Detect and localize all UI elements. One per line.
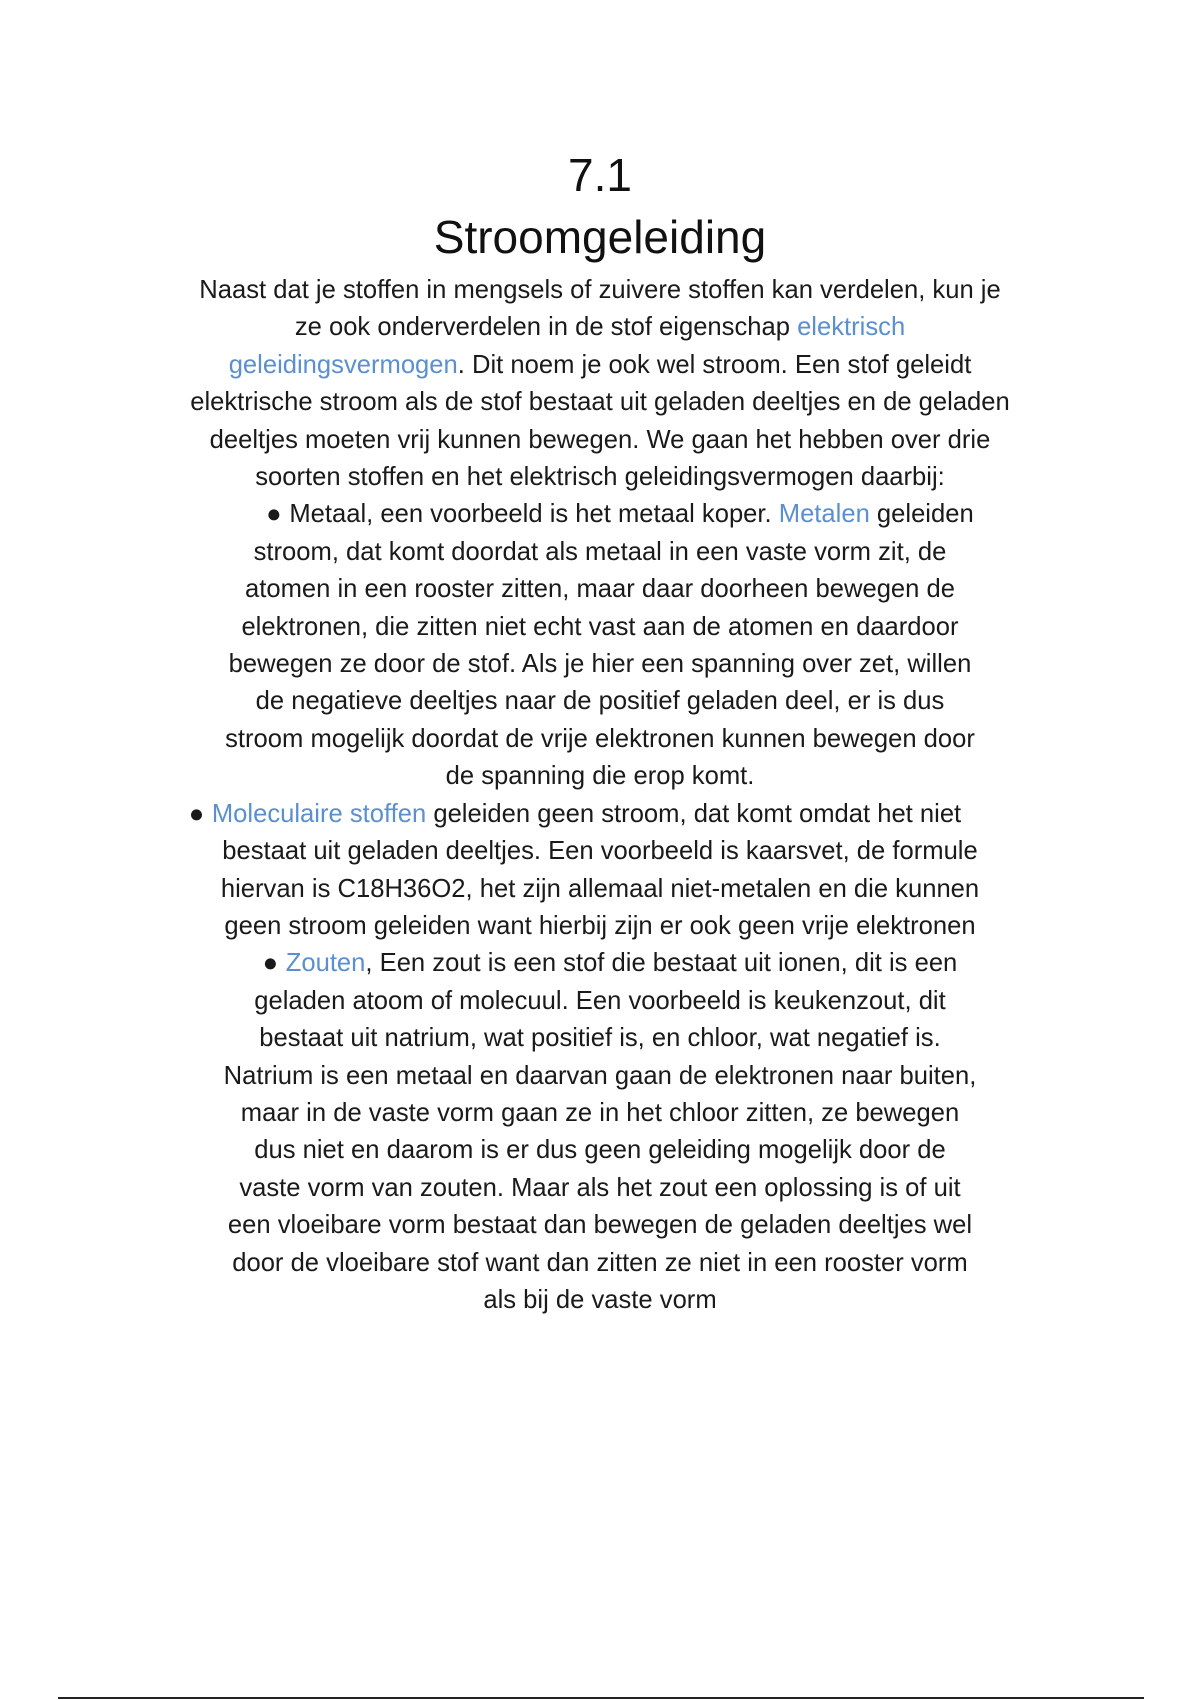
bullet-line: dus niet en daarom is er dus geen geleiding mogelijk door de xyxy=(254,1136,946,1165)
bullet-line: bestaat uit geladen deeltjes. Een voorbeeld is kaarsvet, de formule xyxy=(222,837,978,866)
link-metalen[interactable]: Metalen xyxy=(778,500,870,529)
bullet-item-zouten xyxy=(120,945,1080,1319)
bullet-line: de spanning die erop komt. xyxy=(445,762,755,791)
bullet-line: geen stroom geleiden want hierbij zijn er ook geen vrije elektronen xyxy=(224,911,976,940)
intro-line xyxy=(120,309,1080,346)
body-text xyxy=(120,272,1080,1319)
bullet-line: bestaat uit natrium, wat positief is, en chloor, wat negatief is. xyxy=(259,1024,941,1053)
bullet-line: vaste vorm van zouten. Maar als het zout een oplossing is of uit xyxy=(239,1173,961,1202)
bullet-line: Natrium is een metaal en daarvan gaan de elektronen naar buiten, xyxy=(223,1061,977,1090)
bullet-line: maar in de vaste vorm gaan ze in het chloor zitten, ze bewegen xyxy=(240,1098,960,1127)
bullet-text: , Een zout is een stof die bestaat uit ionen, dit is een xyxy=(365,949,958,978)
intro-line: soorten stoffen en het elektrisch geleidingsvermogen daarbij: xyxy=(255,463,945,492)
link-zouten[interactable]: Zouten xyxy=(285,949,366,978)
bullet-dot-icon: ● xyxy=(266,500,282,529)
bullet-text: geleiden geen stroom, dat komt omdat het niet xyxy=(426,799,962,828)
intro-text: . Dit noem je ook wel stroom. Een stof geleidt xyxy=(457,350,972,379)
bullet-line xyxy=(120,496,1080,533)
link-geleidingsvermogen[interactable]: geleidingsvermogen xyxy=(228,350,458,379)
bullet-text: Metaal, een voorbeeld is het metaal koper. xyxy=(289,500,779,529)
intro-line: elektrische stroom als de stof bestaat uit geladen deeltjes en de geladen xyxy=(190,388,1010,417)
intro-line: deeltjes moeten vrij kunnen bewegen. We gaan het hebben over drie xyxy=(209,425,991,454)
intro-line: Naast dat je stoffen in mengsels of zuivere stoffen kan verdelen, kun je xyxy=(199,276,1001,304)
section-title: Stroomgeleiding xyxy=(433,211,767,263)
section-number: 7.1 xyxy=(568,149,632,201)
bullet-item-moleculaire-stoffen xyxy=(120,796,1080,946)
bullet-line: een vloeibare vorm bestaat dan bewegen de geladen deeltjes wel xyxy=(227,1211,973,1240)
bullet-line: stroom mogelijk doordat de vrije elektronen kunnen bewegen door xyxy=(225,724,975,753)
link-elektrisch[interactable]: elektrisch xyxy=(797,313,906,342)
bullet-line xyxy=(120,796,1080,833)
bullet-line: bewegen ze door de stof. Als je hier een spanning over zet, willen xyxy=(228,650,972,679)
bullet-line: atomen in een rooster zitten, maar daar doorheen bewegen de xyxy=(245,575,955,604)
bullet-dot-icon: ● xyxy=(262,949,279,978)
bullet-line: elektronen, die zitten niet echt vast aan de atomen en daardoor xyxy=(241,612,959,641)
bullet-item-metaal xyxy=(120,496,1080,795)
bullet-line: stroom, dat komt doordat als metaal in een vaste vorm zit, de xyxy=(253,537,947,566)
bullet-text: geleiden xyxy=(869,500,974,529)
intro-line xyxy=(120,347,1080,384)
bullet-line: door de vloeibare stof want dan zitten ze niet in een rooster vorm xyxy=(232,1248,968,1277)
intro-text: ze ook onderverdelen in de stof eigenschap xyxy=(294,313,798,342)
bullet-line: als bij de vaste vorm xyxy=(483,1285,717,1314)
bullet-line: geladen atoom of molecuul. Een voorbeeld is keukenzout, dit xyxy=(254,986,946,1015)
bullet-line: hiervan is C18H36O2, het zijn allemaal niet-metalen en die kunnen xyxy=(220,874,980,903)
intro-paragraph xyxy=(120,272,1080,496)
bullet-line: de negatieve deeltjes naar de positief geladen deel, er is dus xyxy=(255,687,945,716)
link-moleculaire-stoffen[interactable]: Moleculaire stoffen xyxy=(211,799,427,828)
bullet-dot-icon: ● xyxy=(188,799,205,828)
bullet-line xyxy=(120,945,1080,982)
bottom-divider xyxy=(58,1697,1144,1699)
